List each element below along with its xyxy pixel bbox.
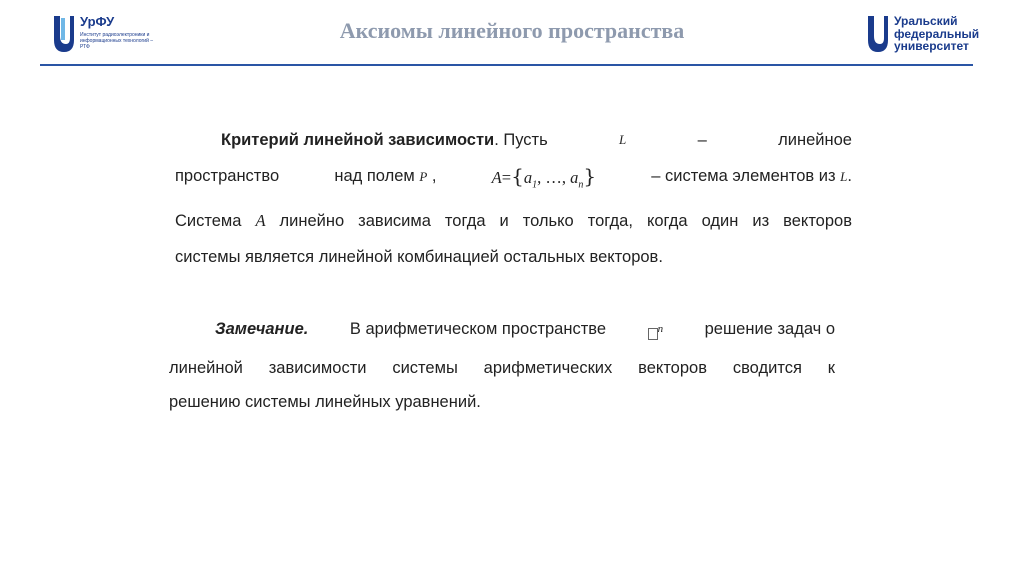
criterion-line-2: пространство над полем P , $A=\{a_1$, …, $a_n$} – система элементов из L. xyxy=(175,158,852,203)
space-symbol: L xyxy=(619,132,627,147)
criterion-line-3: Система A линейно зависима тогда и только тогда, когда один из векторов xyxy=(175,211,852,231)
remark-heading: Замечание. xyxy=(215,320,309,338)
remark-paragraph xyxy=(169,312,835,419)
remark-line-1: Замечание. В арифметическом пространстве $^n$ решение задач о xyxy=(169,312,835,351)
university-name xyxy=(894,15,979,53)
remark-line-3: решению системы линейных уравнений. xyxy=(169,392,481,411)
header-divider xyxy=(40,64,973,66)
criterion-heading: Критерий линейной зависимости xyxy=(221,131,495,149)
remark-line-2: линейной зависимости системы арифметических векторов сводится к xyxy=(169,358,835,377)
logo-brand-text: УрФУ xyxy=(80,14,115,29)
university-name-line1: Уральский xyxy=(894,14,958,28)
university-name-line3: университет xyxy=(894,39,969,53)
criterion-paragraph xyxy=(175,122,852,275)
university-name-line2: федеральный xyxy=(894,26,980,41)
urfu-u-logo-icon xyxy=(866,14,890,54)
criterion-line-1: Критерий линейной зависимости. Пусть L – линейное xyxy=(175,122,852,158)
urfu-logo xyxy=(866,14,986,56)
logo-institute-text: Институт радиоэлектроники и информационных технологий – РТФ xyxy=(80,32,154,50)
field-symbol: P xyxy=(419,169,428,184)
arith-space-symbol: n xyxy=(648,312,664,351)
criterion-line-4: системы является линейной комбинацией остальных векторов. xyxy=(175,248,663,267)
missing-glyph-icon xyxy=(648,328,658,340)
system-formula: $A=\{a_1$, …, $a_n$} xyxy=(491,164,597,191)
page-title: Аксиомы линейного пространства xyxy=(339,18,685,43)
